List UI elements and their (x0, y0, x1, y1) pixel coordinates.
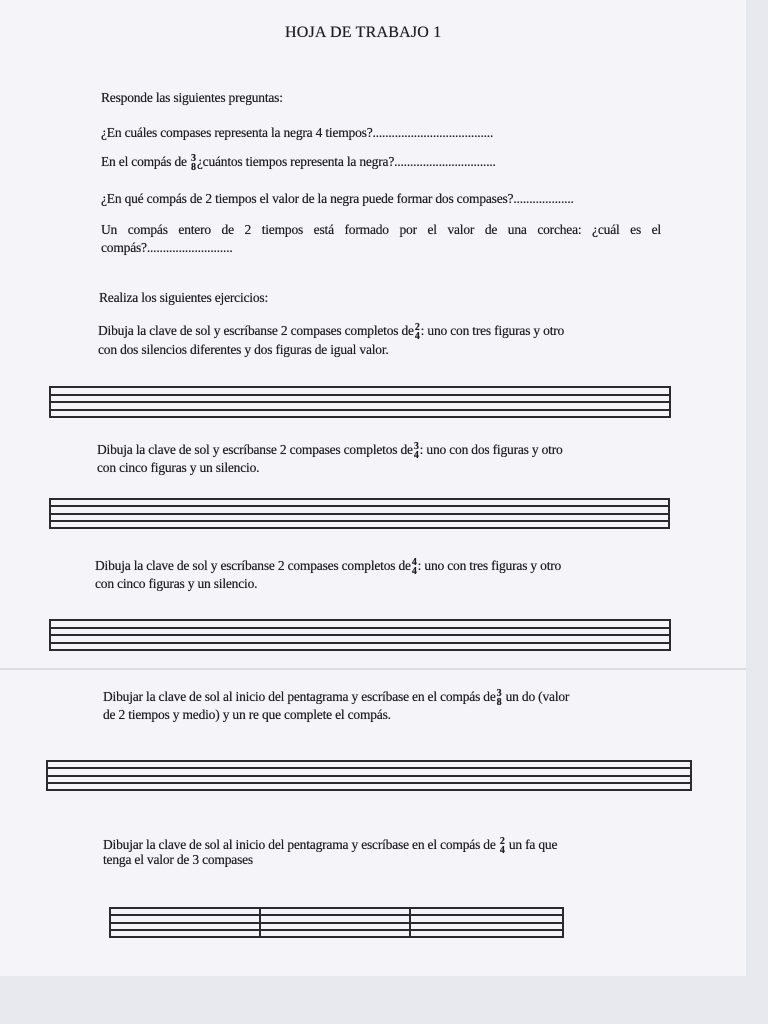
staff-start-barline (49, 619, 51, 651)
staff-line (46, 760, 692, 762)
exercise-4-line-1 (103, 688, 569, 707)
staff-line (49, 401, 671, 403)
exercise-2-text-start: Dibuja la clave de sol y escríbanse 2 compases completos de (97, 442, 413, 457)
music-staff (49, 498, 670, 529)
time-signature-top: 3 (191, 152, 196, 164)
time-signature (414, 442, 419, 460)
staff-line (49, 642, 671, 644)
question-2 (101, 153, 496, 172)
time-signature-bottom: 4 (413, 449, 419, 461)
staff-barline (259, 907, 261, 938)
question-2-text-start: En el compás de (101, 154, 187, 169)
exercise-4-line-2: de 2 tiempos y medio) y un re que complete el compás. (103, 707, 391, 722)
staff-line (49, 386, 671, 388)
question-4-line-1: Un compás entero de 2 tiempos está formado por el valor de una corchea: ¿cuál es el (101, 222, 661, 237)
staff-line (109, 914, 564, 916)
time-signature (412, 558, 417, 576)
question-1: ¿En cuáles compases representa la negra 4 tiempos?...................................... (101, 125, 494, 140)
staff-line (49, 627, 671, 629)
staff-end-barline (690, 760, 692, 791)
time-signature-bottom: 4 (499, 844, 505, 856)
staff-line (46, 782, 692, 784)
staff-start-barline (109, 907, 111, 938)
exercise-3-text-start: Dibuja la clave de sol y escríbanse 2 compases completos de (95, 558, 411, 573)
staff-line (49, 649, 671, 651)
time-signature-top: 3 (413, 440, 419, 452)
exercise-2-line-2: con cinco figuras y un silencio. (97, 460, 260, 475)
time-signature-top: 2 (414, 321, 420, 333)
section-heading-questions: Responde las siguientes preguntas: (101, 90, 283, 105)
paper-fold (0, 668, 746, 670)
music-staff (49, 386, 671, 418)
music-staff (109, 907, 564, 938)
staff-start-barline (49, 498, 51, 529)
exercise-2-line-1 (97, 441, 563, 460)
question-4-line-2: compás?........................... (101, 240, 233, 255)
exercise-3-line-1 (95, 557, 561, 576)
staff-line (46, 775, 692, 777)
staff-line (109, 929, 564, 931)
staff-barline (409, 907, 411, 938)
music-staff (46, 760, 692, 791)
exercise-3-text-end: : uno con tres figuras y otro (417, 558, 562, 573)
exercise-4-text-start: Dibujar la clave de sol al inicio del pentagrama y escríbase en el compás de (103, 689, 496, 704)
staff-line (109, 922, 564, 924)
time-signature-bottom: 8 (191, 161, 196, 173)
exercise-1-text-start: Dibuja la clave de sol y escríbanse 2 compases completos de (98, 323, 414, 338)
staff-end-barline (669, 619, 671, 651)
staff-line (49, 394, 671, 396)
question-2-text-end: ¿cuántos tiempos representa la negra?................................ (196, 154, 496, 169)
staff-line (49, 416, 671, 418)
worksheet-title: HOJA DE TRABAJO 1 (285, 24, 442, 41)
time-signature (500, 837, 505, 855)
exercise-3-line-2: con cinco figuras y un silencio. (95, 576, 258, 591)
staff-line (46, 767, 692, 769)
staff-line (46, 789, 692, 791)
staff-line (49, 619, 671, 621)
time-signature-top: 4 (411, 556, 417, 568)
staff-line (49, 634, 671, 636)
staff-line (109, 936, 564, 938)
staff-line (49, 505, 670, 507)
exercise-5-text-start: Dibujar la clave de sol al inicio del pentagrama y escríbase en el compás de (103, 837, 496, 852)
staff-line (49, 527, 670, 529)
exercise-1-text-end: : uno con tres figuras y otro (420, 323, 565, 338)
time-signature-top: 2 (499, 835, 505, 847)
time-signature (191, 154, 196, 172)
exercise-4-text-end: un do (valor (502, 689, 570, 704)
staff-end-barline (668, 498, 670, 529)
time-signature-top: 3 (496, 687, 502, 699)
time-signature-bottom: 4 (414, 330, 420, 342)
staff-line (49, 498, 670, 500)
staff-start-barline (46, 760, 48, 791)
staff-start-barline (49, 386, 51, 418)
staff-line (49, 513, 670, 515)
time-signature (415, 323, 420, 341)
staff-end-barline (562, 907, 564, 938)
time-signature-bottom: 8 (496, 696, 502, 708)
section-heading-exercises: Realiza los siguientes ejercicios: (99, 290, 269, 305)
staff-line (49, 520, 670, 522)
staff-line (109, 907, 564, 909)
staff-line (49, 409, 671, 411)
time-signature-bottom: 4 (411, 565, 417, 577)
staff-end-barline (669, 386, 671, 418)
music-staff (49, 619, 671, 651)
exercise-1-line-1 (98, 322, 564, 341)
exercise-1-line-2: con dos silencios diferentes y dos figuras de igual valor. (98, 342, 389, 357)
exercise-2-text-end: : uno con dos figuras y otro (419, 442, 563, 457)
question-3: ¿En qué compás de 2 tiempos el valor de la negra puede formar dos compases?................... (101, 191, 574, 206)
time-signature (497, 689, 502, 707)
exercise-5-text-end: un fa que (508, 837, 558, 852)
exercise-5-line-2: tenga el valor de 3 compases (103, 852, 253, 867)
